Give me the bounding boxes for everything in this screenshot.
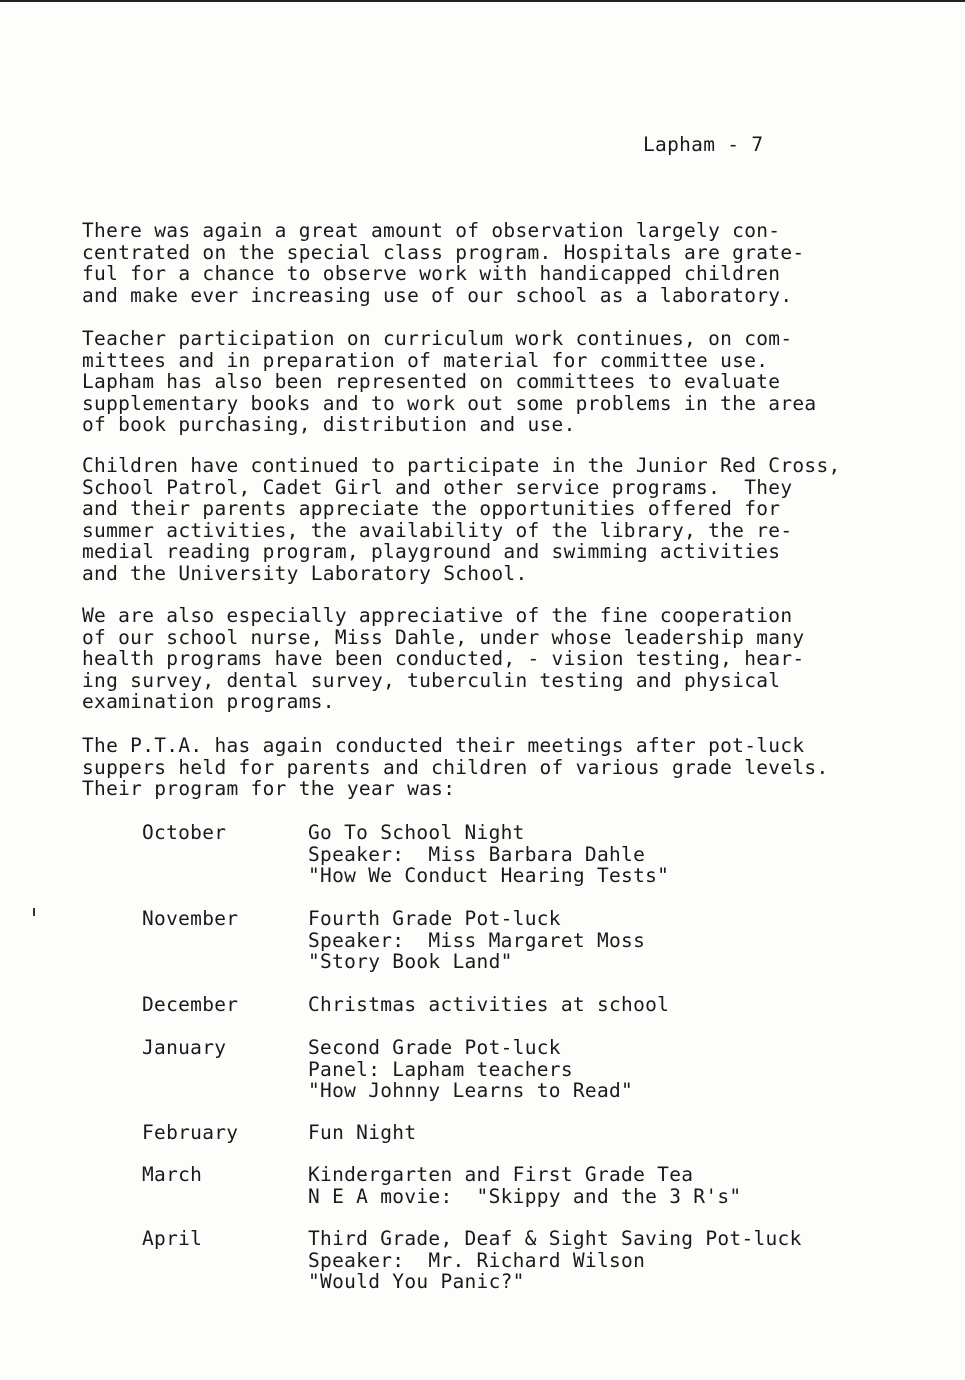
text-line: ful for a chance to observe work with handicapped children xyxy=(82,262,781,286)
month-label: March xyxy=(142,1163,203,1186)
detail-line: Speaker: Mr. Richard Wilson xyxy=(308,1248,646,1272)
text-line: We are also especially appreciative of the fine cooperation xyxy=(82,604,793,627)
paragraph-observation xyxy=(82,220,912,306)
text-line: medial reading program, playground and swimming activities xyxy=(82,540,781,564)
scan-speck xyxy=(33,908,35,916)
entry-details xyxy=(308,1037,633,1102)
top-border xyxy=(0,0,965,2)
entry-details xyxy=(308,822,669,887)
month-label: November xyxy=(142,907,239,930)
text-line: health programs have been conducted, - vision testing, hear- xyxy=(82,647,805,671)
month-label: April xyxy=(142,1227,203,1250)
page-number-header: Lapham - 7 xyxy=(643,133,764,156)
detail-line: Fourth Grade Pot-luck xyxy=(308,907,561,930)
text-line: and make ever increasing use of our school as a laboratory. xyxy=(82,283,793,307)
text-line: The P.T.A. has again conducted their meetings after pot-luck xyxy=(82,734,805,757)
text-line: supplementary books and to work out some problems in the area xyxy=(82,391,817,415)
detail-line: Third Grade, Deaf & Sight Saving Pot-luck xyxy=(308,1227,802,1250)
text-line: mittees and in preparation of material for committee use. xyxy=(82,348,769,372)
month-label: January xyxy=(142,1036,227,1059)
text-line: suppers held for parents and children of various grade levels. xyxy=(82,755,829,779)
detail-line: N E A movie: "Skippy and the 3 R's" xyxy=(308,1184,742,1208)
month-label: December xyxy=(142,993,239,1016)
entry-details xyxy=(308,994,669,1016)
detail-line: Kindergarten and First Grade Tea xyxy=(308,1163,694,1186)
text-line: examination programs. xyxy=(82,690,335,714)
paragraph-school-nurse xyxy=(82,605,912,713)
text-line: summer activities, the availability of the library, the re- xyxy=(82,518,793,542)
text-line: School Patrol, Cadet Girl and other service programs. They xyxy=(82,475,793,499)
text-line: centrated on the special class program. Hospitals are grate- xyxy=(82,240,805,264)
paragraph-children-programs xyxy=(82,455,912,585)
detail-line: "Story Book Land" xyxy=(308,950,513,974)
entry-details xyxy=(308,1228,802,1293)
text-line: ing survey, dental survey, tuberculin testing and physical xyxy=(82,668,781,692)
paragraph-curriculum xyxy=(82,328,912,436)
paragraph-pta xyxy=(82,735,912,800)
detail-line: Panel: Lapham teachers xyxy=(308,1057,573,1081)
text-line: Teacher participation on curriculum work continues, on com- xyxy=(82,327,793,350)
detail-line: Speaker: Miss Barbara Dahle xyxy=(308,842,646,866)
text-line: Lapham has also been represented on committees to evaluate xyxy=(82,370,781,394)
text-line: There was again a great amount of observation largely con- xyxy=(82,219,781,242)
detail-line: "How Johnny Learns to Read" xyxy=(308,1079,634,1103)
detail-line: Go To School Night xyxy=(308,821,525,844)
text-line: of book purchasing, distribution and use. xyxy=(82,413,576,437)
text-line: and their parents appreciate the opportunities offered for xyxy=(82,497,781,521)
detail-line: Fun Night xyxy=(308,1121,417,1144)
text-line: Children have continued to participate in the Junior Red Cross, xyxy=(82,454,841,477)
month-label: February xyxy=(142,1121,239,1144)
text-line: of our school nurse, Miss Dahle, under whose leadership many xyxy=(82,625,805,649)
detail-line: Second Grade Pot-luck xyxy=(308,1036,561,1059)
detail-line: Christmas activities at school xyxy=(308,993,670,1016)
text-line: and the University Laboratory School. xyxy=(82,561,528,585)
month-label: October xyxy=(142,821,227,844)
entry-details xyxy=(308,908,645,973)
detail-line: "How We Conduct Hearing Tests" xyxy=(308,864,670,888)
detail-line: "Would You Panic?" xyxy=(308,1270,525,1294)
detail-line: Speaker: Miss Margaret Moss xyxy=(308,928,646,952)
entry-details xyxy=(308,1164,741,1207)
entry-details xyxy=(308,1122,416,1144)
text-line: Their program for the year was: xyxy=(82,777,456,801)
